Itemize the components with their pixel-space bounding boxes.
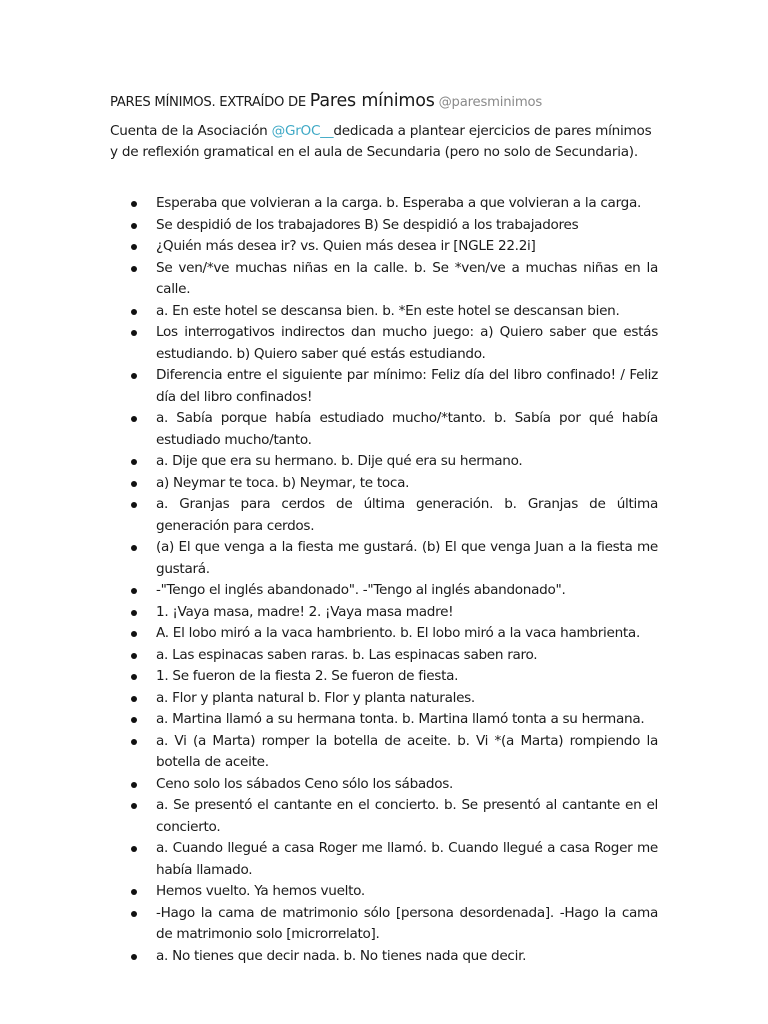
bullet-icon (131, 911, 137, 917)
list-item (110, 580, 658, 602)
intro-paragraph (110, 121, 660, 163)
bullet-icon (131, 653, 137, 659)
list-item (110, 946, 658, 968)
list-item (110, 451, 658, 473)
bullet-icon (131, 782, 137, 788)
list-item (110, 537, 658, 580)
bullet-icon (131, 889, 137, 895)
bullet-icon (131, 266, 137, 272)
bullet-icon (131, 481, 137, 487)
list-item (110, 602, 658, 624)
list-item-text: a. Vi (a Marta) romper la botella de aceite. b. Vi *(a Marta) rompiendo la botella de aceite. (156, 732, 658, 770)
list-item (110, 623, 658, 645)
list-item-text: a. En este hotel se descansa bien. b. *En este hotel se descansan bien. (156, 302, 620, 319)
list-item (110, 193, 658, 215)
bullet-icon (131, 674, 137, 680)
list-item-text: Se ven/*ve muchas niñas en la calle. b. Se *ven/ve a muchas niñas en la calle. (156, 259, 658, 297)
bullet-icon (131, 631, 137, 637)
bullet-icon (131, 954, 137, 960)
list-item (110, 731, 658, 774)
list-item-text: Los interrogativos indirectos dan mucho juego: a) Quiero saber que estás estudiando. b) Quiero saber qué estás estudiando. (156, 324, 658, 362)
list-item (110, 301, 658, 323)
list-item-text: Hemos vuelto. Ya hemos vuelto. (156, 883, 365, 899)
list-item-text: -"Tengo el inglés abandonado". -"Tengo al inglés abandonado". (156, 582, 566, 598)
list-item (110, 215, 658, 237)
list-item (110, 473, 658, 495)
list-item (110, 322, 658, 365)
bullet-icon (131, 610, 137, 616)
list-item (110, 795, 658, 838)
list-item-text: ¿Quién más desea ir? vs. Quien más desea ir [NGLE 22.2i] (156, 238, 536, 254)
list-item-text: a) Neymar te toca. b) Neymar, te toca. (156, 474, 410, 491)
list-item (110, 709, 658, 731)
list-item-text: Se despidió de los trabajadores B) Se despidió a los trabajadores (156, 216, 579, 233)
bullet-icon (131, 459, 137, 465)
list-item (110, 666, 658, 688)
list-item (110, 408, 658, 451)
bullet-icon (131, 201, 137, 207)
bullet-icon (131, 803, 137, 809)
list-item-text: Esperaba que volvieran a la carga. b. Esperaba a que volvieran a la carga. (156, 195, 642, 211)
list-item-text: a. Sabía porque había estudiado mucho/*tanto. b. Sabía por qué había estudiado mucho/tanto. (156, 410, 658, 448)
list-item (110, 838, 658, 881)
list-item (110, 881, 658, 903)
list-item-text: -Hago la cama de matrimonio sólo [persona desordenada]. -Hago la cama de matrimonio solo [microrrelato]. (156, 904, 658, 942)
list-item-text: a. Cuando llegué a casa Roger me llamó. b. Cuando llegué a casa Roger me había llamado. (156, 840, 658, 878)
list-item-text: a. Las espinacas saben raras. b. Las espinacas saben raro. (156, 646, 538, 663)
list-item (110, 774, 658, 796)
bullet-icon (131, 588, 137, 594)
heading-title: Pares mínimos (309, 91, 435, 111)
list-item (110, 688, 658, 710)
bullet-icon (131, 696, 137, 702)
intro-text-start: Cuenta de la Asociación (110, 123, 272, 139)
bullet-icon (131, 309, 137, 315)
bullet-icon (131, 223, 137, 229)
bullet-icon (131, 846, 137, 852)
list-item-text: a. Flor y planta natural b. Flor y planta naturales. (156, 689, 475, 706)
list-item-text: Ceno solo los sábados Ceno sólo los sábados. (156, 775, 454, 792)
heading-prefix: PARES MÍNIMOS. EXTRAÍDO DE (110, 95, 310, 110)
list-item (110, 365, 658, 408)
list-item-text: a. Granjas para cerdos de última generación. b. Granjas de última generación para cerdos. (156, 496, 658, 534)
list-item (110, 236, 658, 258)
list-item (110, 645, 658, 667)
bullet-icon (131, 330, 137, 336)
minimal-pairs-list (110, 193, 658, 967)
twitter-handle: @paresminimos (438, 95, 543, 110)
intro-text-end: dedicada a plantear ejercicios de pares mínimos y de reflexión gramatical en el aula de Secundaria (pero no solo de Secundaria). (110, 123, 652, 160)
list-item-text: Diferencia entre el siguiente par mínimo: Feliz día del libro confinado! / Feliz día del libro confinados! (156, 367, 658, 405)
bullet-icon (131, 244, 137, 250)
mention-link[interactable]: @GrOC__ (271, 123, 334, 139)
list-item-text: (a) El que venga a la fiesta me gustará. (b) El que venga Juan a la fiesta me gustará. (156, 539, 658, 577)
list-item (110, 903, 658, 946)
list-item (110, 494, 658, 537)
document-heading (110, 88, 670, 116)
bullet-icon (131, 416, 137, 422)
bullet-icon (131, 502, 137, 508)
list-item-text: A. El lobo miró a la vaca hambriento. b. El lobo miró a la vaca hambrienta. (156, 625, 640, 641)
list-item-text: a. No tienes que decir nada. b. No tienes nada que decir. (156, 947, 527, 964)
list-item-text: a. Dije que era su hermano. b. Dije qué era su hermano. (156, 453, 523, 469)
list-item-text: a. Se presentó el cantante en el concierto. b. Se presentó al cantante en el concierto. (156, 797, 658, 835)
bullet-icon (131, 545, 137, 551)
list-item-text: 1. ¡Vaya masa, madre! 2. ¡Vaya masa madre! (156, 603, 454, 620)
bullet-icon (131, 739, 137, 745)
bullet-icon (131, 717, 137, 723)
list-item-text: 1. Se fueron de la fiesta 2. Se fueron de fiesta. (156, 668, 459, 684)
bullet-icon (131, 373, 137, 379)
list-item-text: a. Martina llamó a su hermana tonta. b. Martina llamó tonta a su hermana. (156, 711, 645, 727)
list-item (110, 258, 658, 301)
